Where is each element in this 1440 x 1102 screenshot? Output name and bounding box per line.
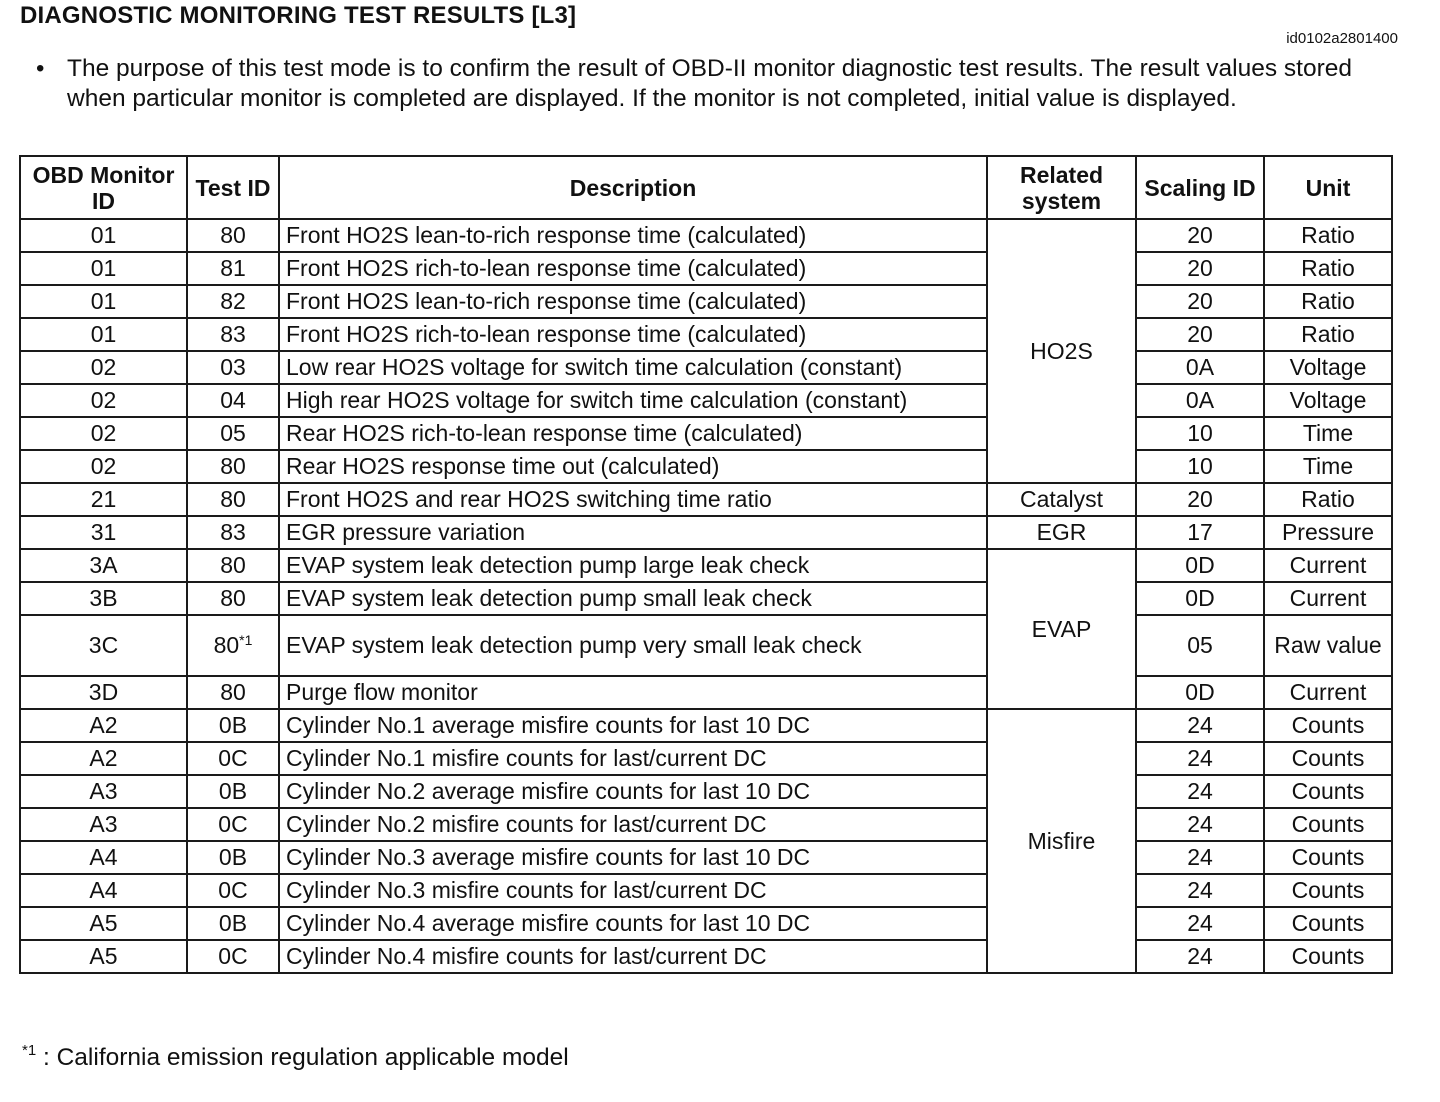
description-cell: Cylinder No.1 average misfire counts for last 10 DC bbox=[279, 709, 987, 742]
monitor-id-cell: A2 bbox=[20, 709, 187, 742]
description-cell: Front HO2S rich-to-lean response time (calculated) bbox=[279, 318, 987, 351]
scaling-id-cell: 24 bbox=[1136, 940, 1264, 973]
unit-cell: Raw value bbox=[1264, 615, 1392, 676]
table-row bbox=[20, 516, 1392, 549]
table-row bbox=[20, 676, 1392, 709]
description-cell: Cylinder No.4 misfire counts for last/current DC bbox=[279, 940, 987, 973]
table-row bbox=[20, 808, 1392, 841]
test-id-cell: 0B bbox=[187, 841, 279, 874]
test-id-cell: 03 bbox=[187, 351, 279, 384]
table-row bbox=[20, 709, 1392, 742]
description-cell: Front HO2S lean-to-rich response time (calculated) bbox=[279, 219, 987, 252]
description-cell: Low rear HO2S voltage for switch time calculation (constant) bbox=[279, 351, 987, 384]
unit-cell: Counts bbox=[1264, 709, 1392, 742]
scaling-id-cell: 0D bbox=[1136, 582, 1264, 615]
scaling-id-cell: 24 bbox=[1136, 874, 1264, 907]
test-id-cell: 80 bbox=[187, 549, 279, 582]
test-id-cell: 81 bbox=[187, 252, 279, 285]
header-test-id: Test ID bbox=[187, 156, 279, 219]
description-cell: High rear HO2S voltage for switch time calculation (constant) bbox=[279, 384, 987, 417]
scaling-id-cell: 24 bbox=[1136, 709, 1264, 742]
unit-cell: Counts bbox=[1264, 874, 1392, 907]
unit-cell: Voltage bbox=[1264, 384, 1392, 417]
table-row bbox=[20, 318, 1392, 351]
unit-cell: Counts bbox=[1264, 907, 1392, 940]
scaling-id-cell: 0A bbox=[1136, 351, 1264, 384]
test-results-table bbox=[19, 155, 1393, 974]
table-row bbox=[20, 582, 1392, 615]
monitor-id-cell: 21 bbox=[20, 483, 187, 516]
table-row bbox=[20, 742, 1392, 775]
header-row bbox=[20, 156, 1392, 219]
table-row bbox=[20, 775, 1392, 808]
test-id-cell: 83 bbox=[187, 516, 279, 549]
unit-cell: Ratio bbox=[1264, 318, 1392, 351]
related-system-cell: Catalyst bbox=[987, 483, 1136, 516]
related-system-cell: HO2S bbox=[987, 219, 1136, 483]
description-cell: Front HO2S lean-to-rich response time (calculated) bbox=[279, 285, 987, 318]
unit-cell: Current bbox=[1264, 582, 1392, 615]
monitor-id-cell: 3B bbox=[20, 582, 187, 615]
test-id-value: 80 bbox=[213, 632, 240, 658]
test-id-footnote-mark: *1 bbox=[239, 632, 253, 648]
table-row bbox=[20, 483, 1392, 516]
test-id-cell: 0C bbox=[187, 940, 279, 973]
table-row bbox=[20, 417, 1392, 450]
monitor-id-cell: 01 bbox=[20, 219, 187, 252]
description-cell: Cylinder No.3 average misfire counts for last 10 DC bbox=[279, 841, 987, 874]
bullet-dot-icon: • bbox=[36, 55, 45, 82]
table-row bbox=[20, 351, 1392, 384]
description-cell: Cylinder No.3 misfire counts for last/current DC bbox=[279, 874, 987, 907]
test-id-cell: 80 bbox=[187, 450, 279, 483]
test-id-cell: 80 bbox=[187, 676, 279, 709]
scaling-id-cell: 0D bbox=[1136, 676, 1264, 709]
description-cell: Cylinder No.2 average misfire counts for last 10 DC bbox=[279, 775, 987, 808]
table-row bbox=[20, 841, 1392, 874]
monitor-id-cell: 01 bbox=[20, 285, 187, 318]
description-cell: EVAP system leak detection pump very small leak check bbox=[279, 615, 987, 676]
description-cell: Cylinder No.4 average misfire counts for last 10 DC bbox=[279, 907, 987, 940]
unit-cell: Voltage bbox=[1264, 351, 1392, 384]
monitor-id-cell: 31 bbox=[20, 516, 187, 549]
table-row bbox=[20, 907, 1392, 940]
scaling-id-cell: 20 bbox=[1136, 483, 1264, 516]
scaling-id-cell: 10 bbox=[1136, 417, 1264, 450]
monitor-id-cell: A5 bbox=[20, 907, 187, 940]
monitor-id-cell: 02 bbox=[20, 351, 187, 384]
test-id-cell: 0C bbox=[187, 874, 279, 907]
monitor-id-cell: A2 bbox=[20, 742, 187, 775]
table-row bbox=[20, 285, 1392, 318]
monitor-id-cell: 3A bbox=[20, 549, 187, 582]
test-id-cell: 80 bbox=[187, 483, 279, 516]
purpose-text: The purpose of this test mode is to confirm the result of OBD-II monitor diagnostic test results. The result values stored when particular monitor is completed are displayed. If the monitor is not completed, initial value is displayed. bbox=[67, 55, 1353, 112]
scaling-id-cell: 17 bbox=[1136, 516, 1264, 549]
scaling-id-cell: 0D bbox=[1136, 549, 1264, 582]
monitor-id-cell: A4 bbox=[20, 874, 187, 907]
monitor-id-cell: 01 bbox=[20, 252, 187, 285]
header-description: Description bbox=[279, 156, 987, 219]
unit-cell: Counts bbox=[1264, 775, 1392, 808]
header-scaling-id: Scaling ID bbox=[1136, 156, 1264, 219]
table-row bbox=[20, 219, 1392, 252]
test-id-cell: 0B bbox=[187, 907, 279, 940]
test-id-cell: 82 bbox=[187, 285, 279, 318]
monitor-id-cell: A5 bbox=[20, 940, 187, 973]
scaling-id-cell: 10 bbox=[1136, 450, 1264, 483]
unit-cell: Counts bbox=[1264, 808, 1392, 841]
table-row bbox=[20, 549, 1392, 582]
table-row bbox=[20, 450, 1392, 483]
purpose-bullet bbox=[36, 54, 1406, 114]
related-system-cell: EVAP bbox=[987, 549, 1136, 709]
unit-cell: Ratio bbox=[1264, 252, 1392, 285]
scaling-id-cell: 24 bbox=[1136, 808, 1264, 841]
table-row bbox=[20, 874, 1392, 907]
scaling-id-cell: 24 bbox=[1136, 742, 1264, 775]
unit-cell: Ratio bbox=[1264, 285, 1392, 318]
test-id-cell: 0C bbox=[187, 742, 279, 775]
table-row bbox=[20, 615, 1392, 676]
description-cell: Front HO2S rich-to-lean response time (calculated) bbox=[279, 252, 987, 285]
unit-cell: Time bbox=[1264, 417, 1392, 450]
header-related-system: Related system bbox=[987, 156, 1136, 219]
test-id-cell bbox=[187, 615, 279, 676]
description-cell: Rear HO2S rich-to-lean response time (calculated) bbox=[279, 417, 987, 450]
monitor-id-cell: 02 bbox=[20, 450, 187, 483]
table-row bbox=[20, 384, 1392, 417]
scaling-id-cell: 20 bbox=[1136, 252, 1264, 285]
monitor-id-cell: A3 bbox=[20, 775, 187, 808]
monitor-id-cell: 3D bbox=[20, 676, 187, 709]
description-cell: EGR pressure variation bbox=[279, 516, 987, 549]
unit-cell: Current bbox=[1264, 676, 1392, 709]
unit-cell: Current bbox=[1264, 549, 1392, 582]
scaling-id-cell: 05 bbox=[1136, 615, 1264, 676]
test-id-cell: 83 bbox=[187, 318, 279, 351]
test-id-cell: 0B bbox=[187, 775, 279, 808]
footnote-mark bbox=[22, 1044, 36, 1071]
monitor-id-cell: A3 bbox=[20, 808, 187, 841]
header-unit: Unit bbox=[1264, 156, 1392, 219]
footnote bbox=[22, 1044, 569, 1072]
table-row bbox=[20, 940, 1392, 973]
unit-cell: Ratio bbox=[1264, 219, 1392, 252]
description-cell: Rear HO2S response time out (calculated) bbox=[279, 450, 987, 483]
scaling-id-cell: 24 bbox=[1136, 775, 1264, 808]
monitor-id-cell: 02 bbox=[20, 384, 187, 417]
related-system-cell: Misfire bbox=[987, 709, 1136, 973]
unit-cell: Counts bbox=[1264, 841, 1392, 874]
scaling-id-cell: 20 bbox=[1136, 318, 1264, 351]
description-cell: Front HO2S and rear HO2S switching time ratio bbox=[279, 483, 987, 516]
description-cell: Cylinder No.1 misfire counts for last/current DC bbox=[279, 742, 987, 775]
unit-cell: Counts bbox=[1264, 940, 1392, 973]
monitor-id-cell: 01 bbox=[20, 318, 187, 351]
unit-cell: Pressure bbox=[1264, 516, 1392, 549]
document-id: id0102a2801400 bbox=[1286, 30, 1398, 47]
monitor-id-cell: A4 bbox=[20, 841, 187, 874]
unit-cell: Ratio bbox=[1264, 483, 1392, 516]
related-system-cell: EGR bbox=[987, 516, 1136, 549]
scaling-id-cell: 24 bbox=[1136, 841, 1264, 874]
page-title: DIAGNOSTIC MONITORING TEST RESULTS [L3] bbox=[20, 2, 577, 29]
footnote-mark-text: *1 bbox=[22, 1042, 37, 1059]
unit-cell: Counts bbox=[1264, 742, 1392, 775]
description-cell: Purge flow monitor bbox=[279, 676, 987, 709]
monitor-id-cell: 3C bbox=[20, 615, 187, 676]
test-id-cell: 04 bbox=[187, 384, 279, 417]
test-id-cell: 05 bbox=[187, 417, 279, 450]
footnote-text: : California emission regulation applicable model bbox=[43, 1044, 569, 1071]
test-id-cell: 80 bbox=[187, 219, 279, 252]
test-id-cell: 0B bbox=[187, 709, 279, 742]
scaling-id-cell: 0A bbox=[1136, 384, 1264, 417]
monitor-id-cell: 02 bbox=[20, 417, 187, 450]
scaling-id-cell: 20 bbox=[1136, 219, 1264, 252]
header-monitor-id: OBD Monitor ID bbox=[20, 156, 187, 219]
description-cell: EVAP system leak detection pump large leak check bbox=[279, 549, 987, 582]
description-cell: Cylinder No.2 misfire counts for last/current DC bbox=[279, 808, 987, 841]
scaling-id-cell: 20 bbox=[1136, 285, 1264, 318]
table-row bbox=[20, 252, 1392, 285]
description-cell: EVAP system leak detection pump small leak check bbox=[279, 582, 987, 615]
test-id-cell: 80 bbox=[187, 582, 279, 615]
scaling-id-cell: 24 bbox=[1136, 907, 1264, 940]
test-id-cell: 0C bbox=[187, 808, 279, 841]
unit-cell: Time bbox=[1264, 450, 1392, 483]
